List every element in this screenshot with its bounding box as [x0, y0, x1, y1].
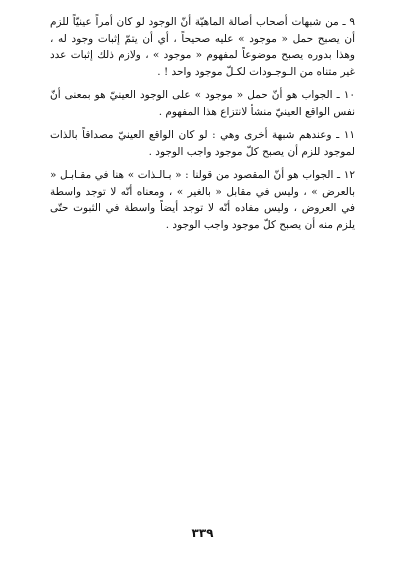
paragraph-11: ١١ ـ وعندهم شبهة أخرى وهي : لو كان الواقع العينيّ مصداقاً بالذات لموجود للزم أن يصبح كلّ موجود واجب الوجود . — [50, 129, 355, 158]
page-number: ٣٣٩ — [191, 526, 214, 540]
paragraph-10: ١٠ ـ الجواب هو أنّ حمل « موجود » على الوجود العينيّ هو بمعنى أنّ نفس الواقع العينيّ منشأ لانتزاع هذا المفهوم . — [50, 89, 355, 118]
paragraph-12: ١٢ ـ الجواب هو أنّ المقصود من قولنا : « بـالـذات » هنا في مقـابـل « بالعرض » ، وليس في مقابل « بالغير » ، ومعناه أنّه لا توجد واسطة في العروض ، وليس مفاده أنّه لا توجد أيضاً واسطة في الثبوت حتّى يلزم منه أن يصبح كلّ موجود واجب الوجود . — [50, 169, 355, 231]
paragraph-9: ٩ ـ من شبهات أصحاب أصالة الماهيّة أنّ الوجود لو كان أمراً عينيّاً للزم أن يصبح حمل « موجود » عليه صحيحاً ، أي أن يتمّ إثبات وجود له ، وهذا بدوره يصبح موضوعاً لمفهوم « موجود » ، ولازم ذلك إثبات عدد غير متناه من الـوجـودات لكـلّ موجود واحد ! . — [50, 16, 355, 78]
page-body — [50, 14, 355, 240]
